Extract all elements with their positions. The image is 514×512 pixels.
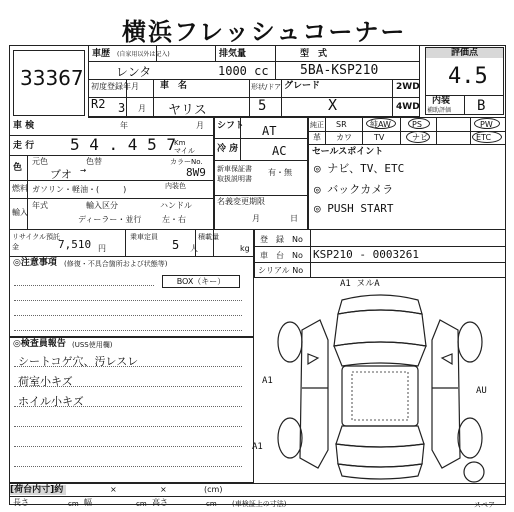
recycle-value: 7,510: [58, 238, 92, 251]
history-label: 車歴: [92, 49, 111, 59]
std-item2-0: 革: [313, 133, 321, 142]
std-item2-1: カワ: [336, 133, 352, 142]
length-cm: cm: [68, 500, 79, 508]
import-type-value: ディーラー・並行: [78, 215, 142, 224]
interior-sub: 補助評価: [427, 107, 452, 114]
bed-cm-unit: (cm): [204, 485, 223, 494]
doors-label: 形状/ドア: [251, 83, 282, 91]
std-item2-2: TV: [374, 133, 385, 142]
sell-points-label: セールスポイント: [312, 147, 384, 157]
reg-label: 登 録 No: [260, 235, 303, 244]
warranty-label: 新車保証書: [217, 165, 252, 173]
spare-label: スペア: [474, 501, 495, 509]
bed-x1: ×: [110, 485, 117, 494]
check-circle-etc: [472, 131, 502, 143]
sell-point-2: ◎ PUSH START: [314, 202, 394, 215]
car-name-label: 車 名: [160, 81, 188, 91]
name-change-label: 名義変更期限: [217, 197, 265, 206]
color-value: ブオ: [50, 168, 72, 181]
check-circle-pw: [474, 118, 500, 129]
mile-unit: マイル: [174, 147, 195, 155]
std-item2-3: ナビ: [412, 133, 428, 142]
color-arrow: →: [80, 165, 87, 176]
sell-point-0: ◎ ナビ、TV、ETC: [314, 162, 405, 175]
width-label: 幅: [84, 498, 92, 507]
model-code-label: 型 式: [300, 49, 328, 59]
capacity-label: 乗車定員: [130, 233, 158, 241]
drive-2wd: 2WD: [396, 82, 420, 92]
score-label: 評価点: [426, 48, 503, 58]
above-label: (車検証上の寸法): [232, 500, 287, 508]
page-title: 横浜フレッシュコーナー: [122, 18, 407, 46]
diagram-mark-a1-side: A1: [262, 376, 273, 386]
ac-value: AC: [272, 144, 287, 158]
check-circle-navi: [406, 131, 430, 143]
shift-label: シフト: [217, 121, 245, 131]
interior-color-label: 内装色: [165, 182, 186, 190]
score-value: 4.5: [448, 64, 488, 89]
handle-label: ハンドル: [160, 201, 192, 210]
inspection-month-unit: 月: [196, 121, 204, 130]
import-label: 輸入: [12, 208, 28, 217]
fuel-label: 燃料: [12, 184, 28, 193]
doors-value: 5: [258, 98, 267, 114]
color-code-label: カラーNo.: [170, 158, 203, 166]
handle-value: 左・右: [162, 215, 186, 224]
inspector-line-1: 荷室小キズ: [18, 375, 73, 388]
history-value: レンタ: [116, 65, 152, 79]
first-reg-era: R2: [91, 97, 106, 111]
color-current-label: 色替: [86, 157, 102, 166]
model-code-value: 5BA-KSP210: [300, 63, 379, 78]
color-label: 色: [13, 163, 23, 173]
sell-point-1: ◎ バックカメラ: [314, 183, 394, 196]
name-change-month: 月: [252, 214, 260, 223]
check-circle-ps: [408, 118, 430, 129]
first-reg-month: 3: [118, 101, 126, 115]
caution-sub: (修復・不具合箇所および状態等): [64, 260, 168, 268]
bed-label: [荷台内寸]約: [10, 485, 66, 495]
height-cm: cm: [206, 500, 217, 508]
manual-label: 取扱説明書: [217, 175, 252, 183]
inspection-label: 車 検: [13, 121, 35, 131]
std-item-1: SR: [336, 120, 347, 129]
mileage-value: 5 4 . 4 5 7: [70, 135, 176, 154]
first-reg-label: 初度登録年月: [91, 82, 139, 91]
displacement-label: 排気量: [219, 49, 247, 59]
inspection-year-unit: 年: [120, 121, 128, 130]
std-item2-4: ETC: [476, 133, 492, 142]
car-body-diagram: [262, 280, 498, 488]
std-item-4: PW: [480, 120, 493, 129]
warranty-options: 有・無: [268, 168, 292, 177]
inspector-line-2: ホイル小キズ: [18, 395, 84, 408]
grade-value: X: [328, 96, 338, 114]
interior-value: B: [477, 98, 486, 114]
inspector-label: ◎検査員報告: [13, 339, 66, 349]
drive-4wd: 4WD: [396, 102, 420, 112]
interior-label: 内装: [432, 96, 451, 106]
import-year-label: 年式: [32, 201, 48, 210]
color-code-value: 8W9: [186, 166, 206, 179]
load-label: 積載量: [198, 233, 219, 241]
capacity-value: 5: [172, 238, 180, 252]
width-cm: cm: [136, 500, 147, 508]
length-label: 長さ: [13, 498, 29, 507]
std-item-0: 純正: [310, 121, 324, 129]
diagram-mark-au: AU: [476, 386, 487, 396]
car-name-value: ヤリス: [168, 103, 207, 118]
km-unit: Km: [174, 139, 186, 147]
check-circle-aw: [366, 118, 396, 129]
fuel-options: ガソリン・軽油・( ): [32, 185, 127, 194]
inspector-line-0: シートコゲ穴、汚レスレ: [18, 355, 139, 368]
diagram-top-note: A1 ヌルA: [340, 279, 380, 289]
history-note: (自家用以外は記入): [117, 51, 170, 58]
inspector-sub: (USS使用欄): [72, 341, 113, 349]
serial-label: シリアル No: [258, 266, 304, 275]
height-label: 高さ: [152, 498, 168, 507]
ac-label: 冷 房: [217, 144, 239, 154]
lot-number: 33367: [20, 66, 84, 90]
caution-label: ◎注意事項: [13, 258, 57, 268]
capacity-unit: 人: [190, 244, 198, 253]
yen-unit: 円: [98, 244, 106, 253]
chassis-label: 車 台 No: [260, 251, 303, 260]
kg-unit: kg: [240, 244, 250, 253]
shift-value: AT: [262, 124, 277, 138]
recycle-label: リサイクル預託金: [12, 233, 61, 251]
bed-x2: ×: [160, 485, 167, 494]
mileage-label: 走 行: [13, 141, 35, 151]
box-key-label: BOX（キー）: [162, 275, 240, 288]
import-type-label: 輸入区分: [86, 201, 118, 210]
std-item-3: PS: [412, 120, 422, 129]
displacement-value: 1000 cc: [218, 64, 269, 78]
chassis-value: KSP210 - 0003261: [313, 248, 419, 261]
diagram-mark-a1-left: A1: [252, 442, 263, 452]
color-original-label: 元色: [32, 157, 48, 166]
first-reg-month-unit: 月: [138, 104, 146, 113]
std-item-2: 純AW: [370, 120, 391, 129]
name-change-day: 日: [290, 214, 298, 223]
grade-label: グレード: [284, 81, 321, 91]
